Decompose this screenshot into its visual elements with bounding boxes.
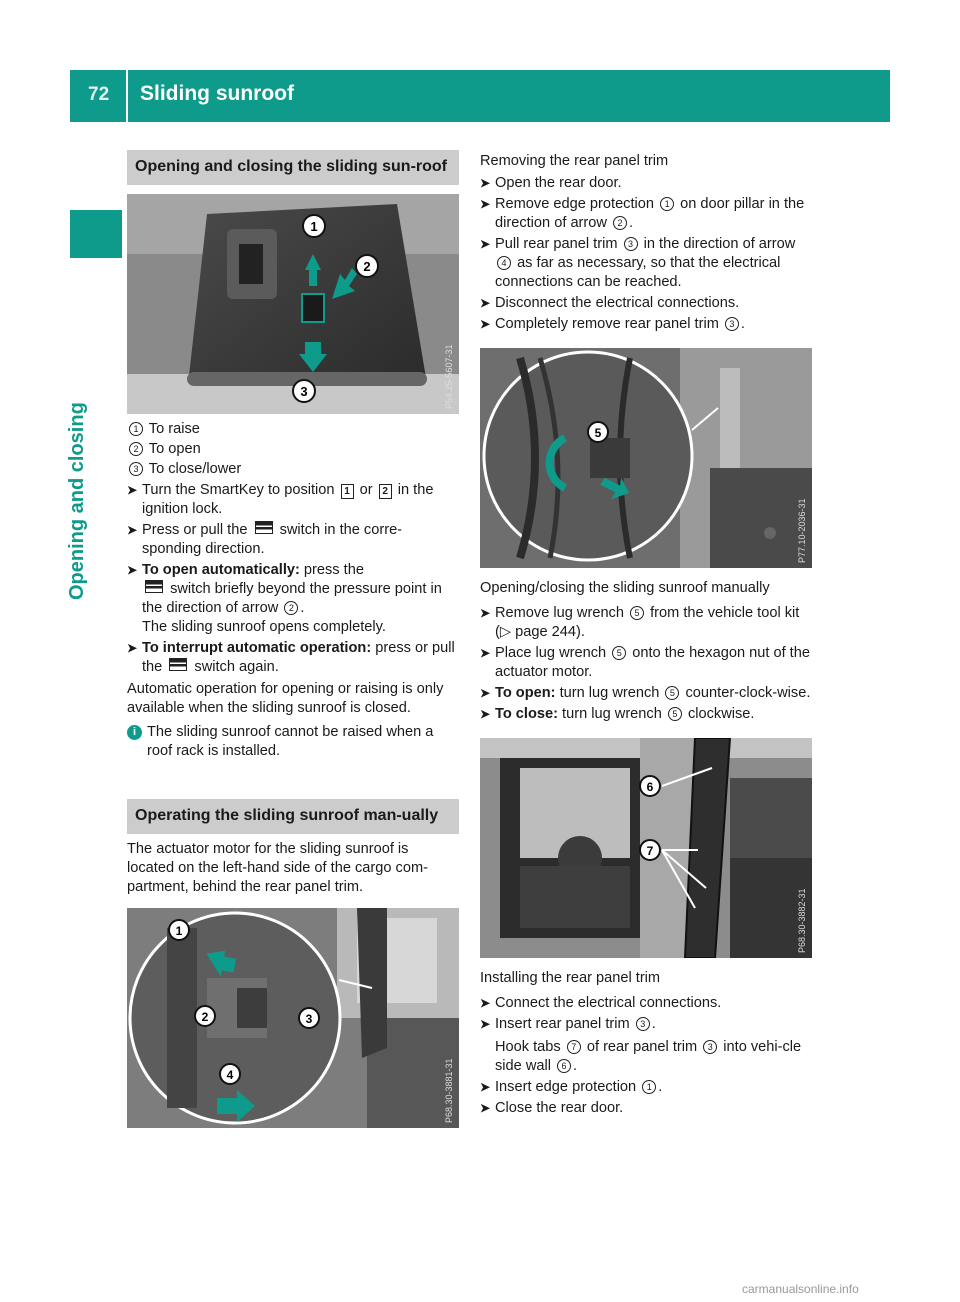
step-arrow-icon: ➤: [480, 707, 491, 721]
sunroof-switch-icon: [145, 580, 163, 593]
body-paragraph: Automatic operation for opening or raising is only available when the sliding sunroof is closed.: [127, 681, 444, 716]
page-number: 72: [88, 84, 110, 105]
step-arrow-icon: ➤: [127, 563, 138, 577]
step-arrow-icon: ➤: [480, 197, 491, 211]
instruction-step: ➤ To close: turn lug wrench 5 clockwise.: [480, 706, 755, 722]
subsection-title: Removing the rear panel trim: [480, 153, 669, 169]
instruction-step: ➤ Remove lug wrench 5 from the vehicle tool kit (▷ page 244).: [480, 605, 800, 640]
subsection-title: Installing the rear panel trim: [480, 970, 661, 986]
step-arrow-icon: ➤: [480, 606, 491, 620]
key-position-1: 1: [341, 484, 354, 499]
page-header: [70, 70, 890, 122]
step-arrow-icon: ➤: [480, 1080, 491, 1094]
instruction-step: ➤ To interrupt automatic operation: press or pull the switch again.: [127, 640, 455, 675]
step-arrow-icon: ➤: [127, 483, 138, 497]
page-reference-link[interactable]: ▷ page 244: [499, 624, 577, 640]
photo-cargo-pillar: [127, 908, 459, 1128]
instruction-step: ➤ Insert edge protection 1 .: [480, 1079, 663, 1095]
page-title: Sliding sunroof: [140, 82, 294, 105]
info-note: i The sliding sunroof cannot be raised when a roof rack is installed.: [127, 723, 459, 761]
step-arrow-icon: ➤: [480, 646, 491, 660]
instruction-step: ➤ Connect the electrical connections.: [480, 995, 722, 1011]
photo-actuator-motor: [480, 348, 812, 568]
photo-rear-panel-tabs: [480, 738, 812, 958]
step-arrow-icon: ➤: [480, 686, 491, 700]
side-tab-marker: [70, 210, 122, 258]
info-icon: i: [127, 725, 142, 740]
instruction-step: ➤ Insert rear panel trim 3 . Hook tabs 7 of rear panel trim 3 into vehi-cle side wall 6 .: [480, 1016, 802, 1074]
svg-text:1: 1: [310, 219, 318, 234]
photo-code: P68.30-3881-31: [444, 1058, 454, 1123]
section-heading-manual-operation: Operating the sliding sunroof man-ually: [127, 799, 459, 834]
sunroof-switch-icon: [169, 658, 187, 671]
instruction-step: ➤ Pull rear panel trim 3 in the direction of arrow 4 as far as necessary, so that the electrical connections can be reached.: [480, 236, 796, 290]
instruction-step: ➤ Press or pull the switch in the corre-sponding direction.: [127, 522, 403, 557]
left-column: [127, 150, 459, 1128]
side-tab-label: Opening and closing: [66, 402, 88, 600]
callout-1: 1: [129, 422, 143, 436]
svg-text:5: 5: [594, 426, 602, 440]
step-arrow-icon: ➤: [480, 237, 491, 251]
svg-text:2: 2: [363, 259, 371, 274]
step-arrow-icon: ➤: [480, 317, 491, 331]
instruction-step: ➤ Open the rear door.: [480, 175, 622, 191]
step-arrow-icon: ➤: [127, 641, 138, 655]
photo-code: P68.30-3882-31: [797, 888, 807, 953]
svg-text:2: 2: [201, 1010, 209, 1024]
sunroof-switch-icon: [255, 521, 273, 534]
step-arrow-icon: ➤: [480, 1101, 491, 1115]
step-arrow-icon: ➤: [480, 996, 491, 1010]
subsection-title: Opening/closing the sliding sunroof manually: [480, 580, 770, 596]
photo-roof-switch: [127, 194, 459, 414]
svg-text:3: 3: [305, 1012, 313, 1026]
photo-code: P54.25-5607-31: [444, 344, 454, 409]
callout-3: 3: [129, 462, 143, 476]
instruction-step: ➤ To open automatically: press the switch briefly beyond the pressure point in the direction of arrow 2 . The sliding sunroof opens completely.: [127, 562, 442, 635]
svg-text:7: 7: [646, 844, 654, 858]
instruction-step: ➤ Disconnect the electrical connections.: [480, 295, 740, 311]
instruction-step: ➤ Turn the SmartKey to position 1 or 2 in the ignition lock.: [127, 482, 434, 517]
legend-item: 3 To close/lower: [127, 460, 459, 479]
callout-2: 2: [129, 442, 143, 456]
section-heading-opening-closing: Opening and closing the sliding sun-roof: [127, 150, 459, 185]
instruction-step: ➤ Remove edge protection 1 on door pillar in the direction of arrow 2 .: [480, 196, 805, 231]
svg-text:4: 4: [226, 1068, 234, 1082]
step-arrow-icon: ➤: [480, 176, 491, 190]
instruction-step: ➤ Close the rear door.: [480, 1100, 624, 1116]
body-paragraph: The actuator motor for the sliding sunroof is located on the left-hand side of the cargo com-partment, behind the rear panel trim.: [127, 841, 428, 895]
svg-text:1: 1: [175, 924, 183, 938]
legend-item: 2 To open: [127, 440, 459, 459]
instruction-step: ➤ To open: turn lug wrench 5 counter-clock-wise.: [480, 685, 811, 701]
svg-text:3: 3: [300, 384, 308, 399]
right-column: [480, 152, 812, 1120]
step-arrow-icon: ➤: [127, 523, 138, 537]
instruction-step: ➤ Completely remove rear panel trim 3 .: [480, 316, 745, 332]
key-position-2: 2: [379, 484, 392, 499]
watermark: carmanualsonline.info: [742, 1282, 859, 1296]
svg-text:6: 6: [646, 780, 654, 794]
header-divider: [126, 70, 128, 122]
instruction-step: ➤ Place lug wrench 5 onto the hexagon nut of the actuator motor.: [480, 645, 810, 680]
step-arrow-icon: ➤: [480, 1017, 491, 1031]
step-arrow-icon: ➤: [480, 296, 491, 310]
legend-item: 1 To raise: [127, 420, 459, 439]
photo-code: P77.10-2036-31: [797, 498, 807, 563]
